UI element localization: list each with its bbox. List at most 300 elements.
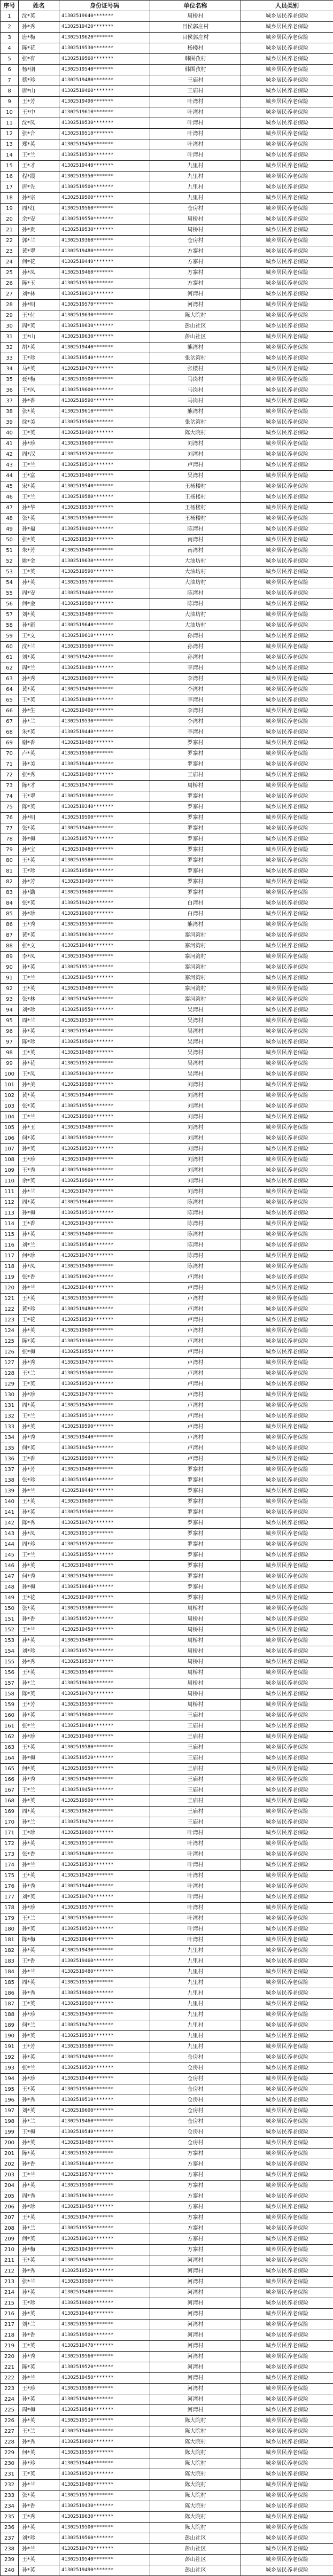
person-category: 城乡居民养老保险 (241, 2448, 333, 2458)
person-category: 城乡居民养老保险 (241, 1935, 333, 1945)
row-number: 182 (1, 1945, 19, 1956)
row-number: 105 (1, 1123, 19, 1133)
unit-name: 刘湾村 (150, 1144, 241, 1155)
unit-name: 叶湾村 (150, 1892, 241, 1903)
person-category: 城乡居民养老保险 (241, 278, 333, 289)
table-row (1, 2405, 333, 2416)
person-category: 城乡居民养老保险 (241, 1785, 333, 1796)
row-number: 11 (1, 118, 19, 129)
unit-name: 罗寨村 (150, 1561, 241, 1571)
person-category: 城乡居民养老保险 (241, 225, 333, 236)
row-number: 46 (1, 492, 19, 503)
unit-name: 罗寨村 (150, 1593, 241, 1604)
person-name: 朱*英 (19, 727, 59, 738)
row-number: 36 (1, 385, 19, 396)
id-number: 41302519480******* (59, 1636, 150, 1646)
id-number: 41302519550******* (59, 1005, 150, 1016)
row-number: 163 (1, 1742, 19, 1753)
id-number: 41302519610******* (59, 107, 150, 118)
id-number: 41302519500******* (59, 813, 150, 823)
id-number: 41302519550******* (59, 2448, 150, 2458)
unit-name: 九里村 (150, 182, 241, 193)
table-row (1, 845, 333, 855)
person-category: 城乡居民养老保险 (241, 2277, 333, 2287)
row-number: 125 (1, 1336, 19, 1347)
unit-name: 寨河湾村 (150, 930, 241, 941)
id-number: 41302519550******* (59, 1294, 150, 1304)
person-category: 城乡居民养老保险 (241, 823, 333, 834)
row-number: 225 (1, 2405, 19, 2416)
person-name: 沈*凤 (19, 118, 59, 129)
person-name: 孙*兰 (19, 1817, 59, 1828)
person-name: 孙*兰 (19, 2223, 59, 2234)
table-row (1, 1871, 333, 1881)
person-category: 城乡居民养老保险 (241, 375, 333, 385)
row-number: 129 (1, 1379, 19, 1390)
table-row (1, 11, 333, 22)
person-name: 孙*珍 (19, 909, 59, 920)
person-category: 城乡居民养老保险 (241, 546, 333, 556)
person-category: 城乡居民养老保险 (241, 396, 333, 407)
person-name: 张*秀 (19, 770, 59, 781)
table-row (1, 33, 333, 43)
table-row (1, 1764, 333, 1775)
unit-name: 熊湾村 (150, 407, 241, 417)
unit-name: 刘湾村 (150, 1080, 241, 1091)
id-number: 41302519350******* (59, 172, 150, 182)
table-row (1, 1839, 333, 1849)
table-row (1, 1507, 333, 1518)
row-number: 119 (1, 1272, 19, 1283)
table-row (1, 332, 333, 343)
row-number: 6 (1, 65, 19, 75)
table-row (1, 1732, 333, 1742)
unit-name: 刘湾村 (150, 1112, 241, 1123)
row-number: 150 (1, 1604, 19, 1614)
person-category: 城乡居民养老保险 (241, 802, 333, 813)
id-number: 41302519500******* (59, 182, 150, 193)
unit-name: 仓房村 (150, 2095, 241, 2106)
unit-name: 彭山社区 (150, 2555, 241, 2565)
table-row (1, 2106, 333, 2116)
person-name: 王*英 (19, 1999, 59, 2010)
person-name: 谢*香 (19, 738, 59, 749)
person-category: 城乡居民养老保险 (241, 695, 333, 706)
table-row (1, 759, 333, 770)
row-number: 174 (1, 1860, 19, 1871)
table-row (1, 1775, 333, 1785)
person-name: 王*兰 (19, 1550, 59, 1561)
id-number: 41302519460******* (59, 823, 150, 834)
unit-name: 河湾村 (150, 2352, 241, 2362)
unit-name: 罗寨村 (150, 759, 241, 770)
unit-name: 卢湾村 (150, 1379, 241, 1390)
table-row (1, 1529, 333, 1539)
row-number: 35 (1, 375, 19, 385)
person-category: 城乡居民养老保险 (241, 973, 333, 984)
row-number: 10 (1, 107, 19, 118)
table-row (1, 1037, 333, 1048)
id-number: 41302519550******* (59, 920, 150, 930)
row-number: 229 (1, 2448, 19, 2458)
table-row (1, 866, 333, 877)
unit-name: 彭山社区 (150, 332, 241, 343)
table-row (1, 2277, 333, 2287)
row-number: 117 (1, 1251, 19, 1262)
person-category: 城乡居民养老保险 (241, 2309, 333, 2320)
person-category: 城乡居民养老保险 (241, 1304, 333, 1315)
person-category: 城乡居民养老保险 (241, 1272, 333, 1283)
person-name: 王*兰 (19, 1112, 59, 1123)
unit-name: 大油坊村 (150, 620, 241, 631)
person-name: 孙*香 (19, 2330, 59, 2341)
unit-name: 九里村 (150, 2020, 241, 2031)
person-name: 孙*香 (19, 396, 59, 407)
row-number: 61 (1, 652, 19, 663)
person-category: 城乡居民养老保险 (241, 43, 333, 54)
unit-name: 卢湾村 (150, 1326, 241, 1336)
id-number: 41302519530******* (59, 118, 150, 129)
table-row (1, 1614, 333, 1625)
table-row (1, 834, 333, 845)
row-number: 41 (1, 439, 19, 449)
table-row (1, 1358, 333, 1368)
person-name: 何*金 (19, 599, 59, 610)
unit-name: 陈湾村 (150, 588, 241, 599)
table-row (1, 2330, 333, 2341)
row-number: 180 (1, 1924, 19, 1935)
row-number: 77 (1, 823, 19, 834)
row-number: 124 (1, 1326, 19, 1336)
person-name: 陈*英 (19, 2362, 59, 2373)
id-number: 41302519630******* (59, 1678, 150, 1689)
table-row (1, 385, 333, 396)
unit-name: 九里村 (150, 1999, 241, 2010)
unit-name: 方寨村 (150, 2159, 241, 2170)
table-row (1, 1262, 333, 1272)
row-number: 207 (1, 2213, 19, 2223)
table-row (1, 471, 333, 481)
person-name: 杨*朋 (19, 65, 59, 75)
row-number: 111 (1, 1187, 19, 1197)
unit-name: 方寨村 (150, 2181, 241, 2191)
table-row (1, 2116, 333, 2127)
person-category: 城乡居民养老保险 (241, 2074, 333, 2084)
unit-name: 罗寨村 (150, 749, 241, 759)
unit-name: 叶湾村 (150, 150, 241, 161)
person-name: 聂*梅 (19, 375, 59, 385)
person-category: 城乡居民养老保险 (241, 1764, 333, 1775)
id-number: 41302519470******* (59, 2544, 150, 2555)
person-category: 城乡居民养老保险 (241, 22, 333, 33)
unit-name: 罗寨村 (150, 802, 241, 813)
person-category: 城乡居民养老保险 (241, 2127, 333, 2138)
person-name: 孙*珍 (19, 1903, 59, 1913)
unit-name: 河湾村 (150, 300, 241, 310)
person-category: 城乡居民养老保险 (241, 1796, 333, 1807)
person-name: 孙*香 (19, 1614, 59, 1625)
table-row (1, 663, 333, 674)
row-number: 211 (1, 2255, 19, 2266)
person-category: 城乡居民养老保险 (241, 2138, 333, 2149)
id-number: 41302519430******* (59, 1571, 150, 1582)
person-category: 城乡居民养老保险 (241, 1999, 333, 2010)
unit-name: 王庙村 (150, 1807, 241, 1817)
table-row (1, 2523, 333, 2533)
table-row (1, 2020, 333, 2031)
table-row (1, 2052, 333, 2063)
unit-name: 仓房村 (150, 2127, 241, 2138)
unit-name: 叶湾村 (150, 1828, 241, 1839)
unit-name: 孙湾村 (150, 631, 241, 642)
unit-name: 陈湾村 (150, 524, 241, 535)
row-number: 3 (1, 33, 19, 43)
person-category: 城乡居民养老保险 (241, 2533, 333, 2544)
id-number: 41302519490******* (59, 684, 150, 695)
id-number: 41302519590******* (59, 1422, 150, 1433)
person-name: 孙*英 (19, 2031, 59, 2042)
unit-name: 南湾村 (150, 546, 241, 556)
id-number: 41302519530******* (59, 2320, 150, 2330)
person-name: 黄*翠 (19, 246, 59, 257)
id-number: 41302519470******* (59, 364, 150, 375)
person-category: 城乡居民养老保险 (241, 1411, 333, 1422)
unit-name: 卢湾村 (150, 1390, 241, 1400)
person-name: 陈*珍 (19, 1037, 59, 1048)
person-category: 城乡居民养老保险 (241, 684, 333, 695)
unit-name: 陈大院村 (150, 2512, 241, 2523)
id-number: 41302519540******* (59, 2127, 150, 2138)
unit-name: 周桥村 (150, 1614, 241, 1625)
row-number: 145 (1, 1550, 19, 1561)
table-row (1, 1903, 333, 1913)
unit-name: 陈湾村 (150, 1251, 241, 1262)
id-number: 41302519580******* (59, 1080, 150, 1091)
unit-name: 李湾村 (150, 684, 241, 695)
row-number: 239 (1, 2555, 19, 2565)
person-name: 沈*兰 (19, 642, 59, 652)
unit-name: 刘湾村 (150, 1133, 241, 1144)
table-row (1, 353, 333, 364)
id-number: 41302519460******* (59, 1732, 150, 1742)
unit-name: 韩围孜村 (150, 54, 241, 65)
person-category: 城乡居民养老保险 (241, 1069, 333, 1080)
person-category: 城乡居民养老保险 (241, 1262, 333, 1272)
row-number: 134 (1, 1433, 19, 1443)
row-number: 112 (1, 1197, 19, 1208)
id-number: 41302519480******* (59, 2138, 150, 2149)
row-number: 127 (1, 1358, 19, 1368)
unit-name: 王庙村 (150, 1753, 241, 1764)
row-number: 75 (1, 802, 19, 813)
id-number: 41302519520******* (59, 1614, 150, 1625)
unit-name: 九里村 (150, 161, 241, 172)
row-number: 165 (1, 1764, 19, 1775)
person-category: 城乡居民养老保险 (241, 1518, 333, 1529)
row-number: 197 (1, 2106, 19, 2116)
person-category: 城乡居民养老保险 (241, 1454, 333, 1465)
id-number: 41302519460******* (59, 588, 150, 599)
person-category: 城乡居民养老保险 (241, 193, 333, 204)
person-name: 孙*珍 (19, 2074, 59, 2084)
table-row (1, 417, 333, 428)
person-category: 城乡居民养老保险 (241, 33, 333, 43)
row-number: 103 (1, 1101, 19, 1112)
row-number: 78 (1, 834, 19, 845)
row-number: 147 (1, 1571, 19, 1582)
unit-name: 河湾村 (150, 2330, 241, 2341)
unit-name: 陈湾村 (150, 1240, 241, 1251)
id-number: 41302519440******* (59, 1486, 150, 1497)
unit-name: 周桥村 (150, 1700, 241, 1710)
table-row (1, 1849, 333, 1860)
row-number: 190 (1, 2031, 19, 2042)
id-number: 41302519550******* (59, 2223, 150, 2234)
id-number: 41302519430******* (59, 2245, 150, 2255)
row-number: 22 (1, 236, 19, 246)
id-number: 41302519630******* (59, 556, 150, 567)
unit-name: 吴湾村 (150, 1005, 241, 1016)
unit-name: 陈大院村 (150, 2523, 241, 2533)
id-number: 41302519640******* (59, 1935, 150, 1945)
id-number: 41302519620******* (59, 1807, 150, 1817)
row-number: 8 (1, 86, 19, 97)
person-category: 城乡居民养老保险 (241, 1048, 333, 1059)
person-category: 城乡居民养老保险 (241, 1614, 333, 1625)
person-category: 城乡居民养老保险 (241, 1240, 333, 1251)
id-number: 41302519610******* (59, 289, 150, 300)
unit-name: 张岔湾村 (150, 353, 241, 364)
unit-name: 刘湾村 (150, 1123, 241, 1133)
person-category: 城乡居民养老保险 (241, 877, 333, 888)
row-number: 206 (1, 2202, 19, 2213)
id-number: 41302519560******* (59, 2084, 150, 2095)
table-row (1, 909, 333, 920)
row-number: 187 (1, 1999, 19, 2010)
id-number: 41302519500******* (59, 1796, 150, 1807)
table-row (1, 1892, 333, 1903)
id-number: 41302519450******* (59, 994, 150, 1005)
row-number: 139 (1, 1486, 19, 1497)
id-number: 41302519530******* (59, 1860, 150, 1871)
person-name: 刘*珍 (19, 1646, 59, 1657)
row-number: 80 (1, 855, 19, 866)
unit-name: 陈大院村 (150, 2416, 241, 2426)
person-category: 城乡居民养老保险 (241, 1326, 333, 1336)
id-number: 41302519480******* (59, 75, 150, 86)
unit-name: 陈湾村 (150, 1262, 241, 1272)
table-row (1, 1454, 333, 1465)
row-number: 84 (1, 898, 19, 909)
table-row (1, 1486, 333, 1497)
person-category: 城乡居民养老保险 (241, 1080, 333, 1091)
unit-name: 王庙村 (150, 1732, 241, 1742)
person-category: 城乡居民养老保险 (241, 2191, 333, 2202)
person-name: 周*汉 (19, 449, 59, 460)
table-row (1, 1400, 333, 1411)
row-number: 85 (1, 909, 19, 920)
table-row (1, 1646, 333, 1657)
row-number: 213 (1, 2277, 19, 2287)
unit-name: 河湾村 (150, 2341, 241, 2352)
person-name: 孙*香 (19, 2501, 59, 2512)
unit-name: 目侯郭庄村 (150, 33, 241, 43)
person-category: 城乡居民养老保险 (241, 1593, 333, 1604)
row-number: 118 (1, 1262, 19, 1272)
unit-name: 卢湾村 (150, 1422, 241, 1433)
person-name: 刘*英 (19, 1892, 59, 1903)
unit-name: 仓房村 (150, 204, 241, 214)
person-category: 城乡居民养老保险 (241, 855, 333, 866)
person-name: 孙*珍 (19, 2202, 59, 2213)
unit-name: 李湾村 (150, 717, 241, 727)
table-row (1, 139, 333, 150)
person-category: 城乡居民养老保险 (241, 246, 333, 257)
row-number: 70 (1, 749, 19, 759)
unit-name: 王庙村 (150, 86, 241, 97)
row-number: 21 (1, 225, 19, 236)
person-category: 城乡居民养老保险 (241, 2052, 333, 2063)
unit-name: 目侯郭庄村 (150, 22, 241, 33)
person-category: 城乡居民养老保险 (241, 2245, 333, 2255)
id-number: 41302519590******* (59, 567, 150, 578)
table-row (1, 1026, 333, 1037)
table-row (1, 855, 333, 866)
person-category: 城乡居民养老保险 (241, 717, 333, 727)
header-category: 人员类别 (241, 1, 333, 11)
person-name: 张*英 (19, 823, 59, 834)
row-number: 37 (1, 396, 19, 407)
unit-name: 仓房村 (150, 2116, 241, 2127)
id-number: 41302519530******* (59, 43, 150, 54)
table-row (1, 1390, 333, 1400)
unit-name: 大油坊村 (150, 567, 241, 578)
table-row (1, 524, 333, 535)
person-category: 城乡居民养老保险 (241, 2042, 333, 2052)
unit-name: 孙湾村 (150, 642, 241, 652)
id-number: 41302519600******* (59, 1165, 150, 1176)
row-number: 4 (1, 43, 19, 54)
table-row (1, 994, 333, 1005)
table-row (1, 86, 333, 97)
person-category: 城乡居民养老保险 (241, 385, 333, 396)
person-category: 城乡居民养老保险 (241, 898, 333, 909)
unit-name: 王庙村 (150, 1785, 241, 1796)
row-number: 44 (1, 471, 19, 481)
row-number: 156 (1, 1668, 19, 1678)
person-category: 城乡居民养老保险 (241, 909, 333, 920)
person-name: 张*合 (19, 129, 59, 139)
row-number: 169 (1, 1807, 19, 1817)
id-number: 41302519380******* (59, 791, 150, 802)
row-number: 122 (1, 1304, 19, 1315)
person-name: 周*英 (19, 1978, 59, 1988)
row-number: 27 (1, 289, 19, 300)
id-number: 41302519600******* (59, 439, 150, 449)
row-number: 87 (1, 930, 19, 941)
unit-name: 周桥村 (150, 1689, 241, 1700)
person-category: 城乡居民养老保险 (241, 631, 333, 642)
unit-name: 李湾村 (150, 706, 241, 717)
table-row (1, 738, 333, 749)
id-number: 41302519420******* (59, 1871, 150, 1881)
unit-name: 卢湾村 (150, 1304, 241, 1315)
row-number: 93 (1, 994, 19, 1005)
table-row (1, 1550, 333, 1561)
person-name: 王*英 (19, 2469, 59, 2480)
header-unit: 单位名称 (150, 1, 241, 11)
person-name: 王*英 (19, 1497, 59, 1507)
